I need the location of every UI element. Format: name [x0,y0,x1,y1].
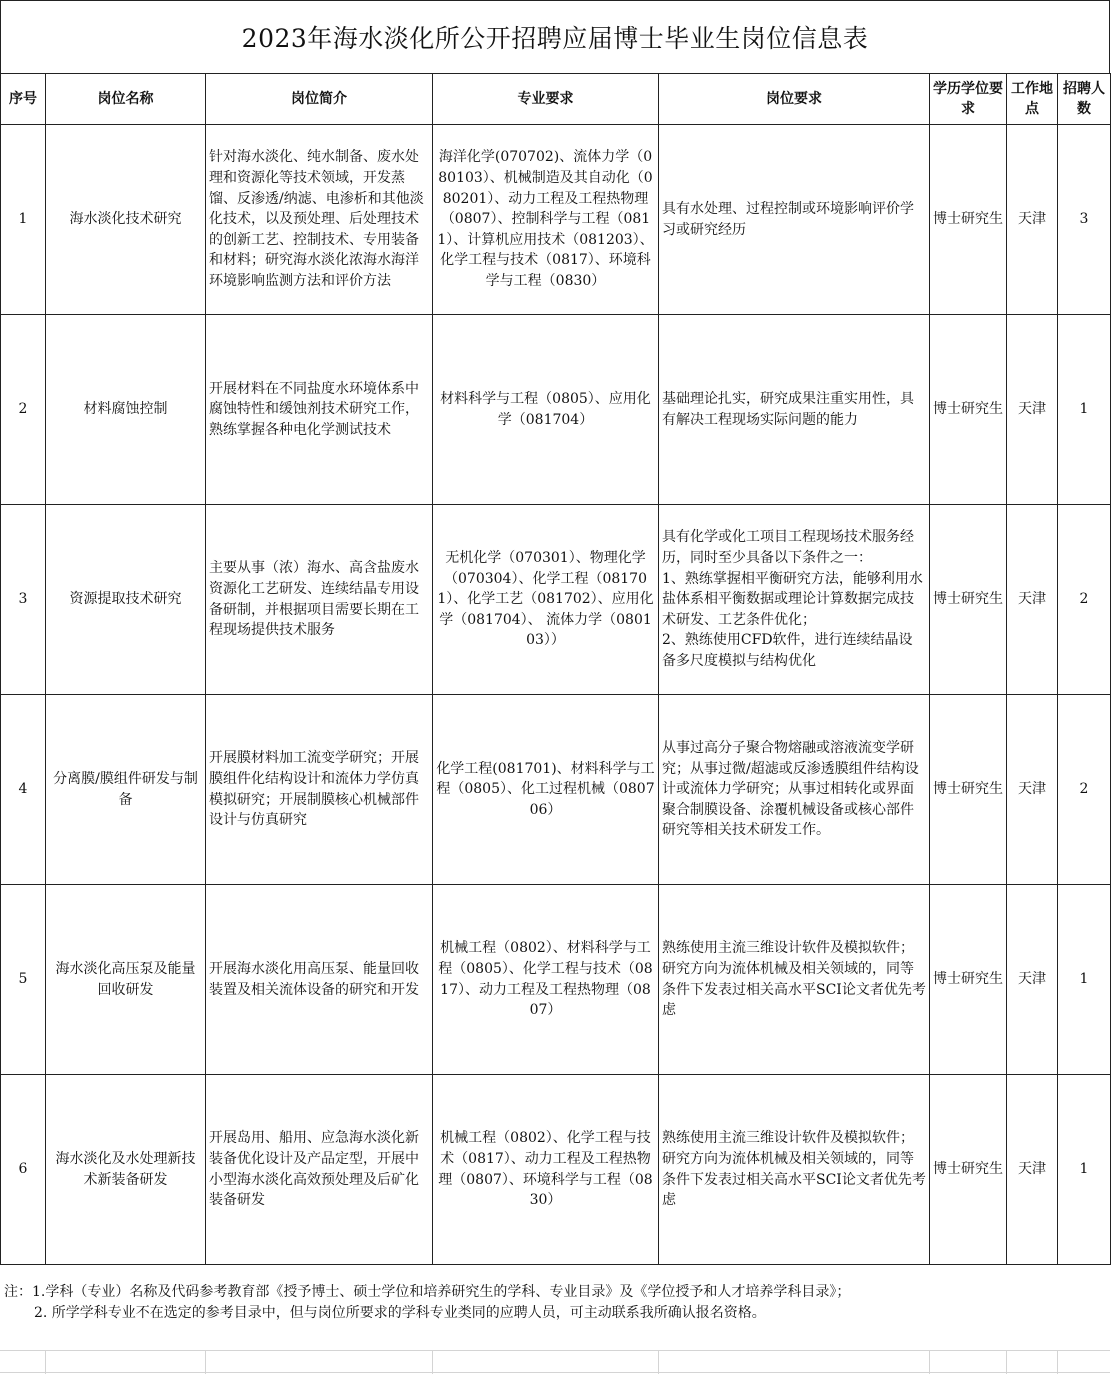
header-requirements: 岗位要求 [659,74,930,125]
cell-intro: 开展膜材料加工流变学研究；开展膜组件化结构设计和流体力学仿真模拟研究；开展制膜核心机械部件设计与仿真研究 [206,695,433,885]
spreadsheet-gridline [658,1350,659,1374]
cell-major: 海洋化学(070702)、流体力学（080103）、机械制造及其自动化（080201）、动力工程及工程热物理（0807）、控制科学与工程（0811）、计算机应用技术（081203）、化学工程与技术（0817）、环境科学与工程（0830） [433,125,659,315]
cell-headcount: 1 [1058,315,1111,505]
cell-requirements: 从事过高分子聚合物熔融或溶液流变学研究；从事过微/超滤或反渗透膜组件结构设计或流体力学研究；从事过相转化或界面聚合制膜设备、涂覆机械设备或核心部件研究等相关技术研发工作。 [659,695,930,885]
footnote-1: 注：1.学科（专业）名称及代码参考教育部《授予博士、硕士学位和培养研究生的学科、专业目录》及《学位授予和人才培养学科目录》； [4,1284,851,1300]
cell-headcount: 3 [1058,125,1111,315]
cell-index: 1 [1,125,46,315]
cell-position: 分离膜/膜组件研发与制备 [46,695,206,885]
cell-intro: 开展岛用、船用、应急海水淡化新装备优化设计及产品定型，开展中小型海水淡化高效预处理及后矿化装备研发 [206,1075,433,1265]
table-row [1,885,1111,1075]
job-table [0,73,1111,1265]
table-row [1,125,1111,315]
cell-position: 海水淡化技术研究 [46,125,206,315]
cell-position: 海水淡化高压泵及能量回收研发 [46,885,206,1075]
header-location: 工作地点 [1007,74,1058,125]
spreadsheet-gridline [0,1350,1110,1351]
cell-intro: 主要从事（浓）海水、高含盐废水资源化工艺研发、连续结晶专用设备研制，并根据项目需要长期在工程现场提供技术服务 [206,505,433,695]
footnote-2: 2. 所学学科专业不在选定的参考目录中，但与岗位所要求的学科专业类同的应聘人员，可主动联系我所确认报名资格。 [34,1305,766,1321]
spreadsheet-gridline [1006,1350,1007,1374]
cell-headcount: 1 [1058,1075,1111,1265]
cell-index: 2 [1,315,46,505]
table-title: 2023年海水淡化所公开招聘应届博士毕业生岗位信息表 [0,0,1110,73]
table-row [1,315,1111,505]
spreadsheet-gridline [45,1350,46,1374]
cell-headcount: 2 [1058,505,1111,695]
cell-requirements: 熟练使用主流三维设计软件及模拟软件；研究方向为流体机械及相关领域的，同等条件下发表过相关高水平SCI论文者优先考虑 [659,1075,930,1265]
cell-location: 天津 [1007,1075,1058,1265]
cell-position: 材料腐蚀控制 [46,315,206,505]
cell-headcount: 2 [1058,695,1111,885]
cell-index: 5 [1,885,46,1075]
cell-degree: 博士研究生 [930,885,1007,1075]
spreadsheet-gridline [929,1350,930,1374]
cell-index: 3 [1,505,46,695]
spreadsheet-gridline [1057,1350,1058,1374]
table-row [1,1075,1111,1265]
cell-location: 天津 [1007,125,1058,315]
spreadsheet-gridline [205,1350,206,1374]
cell-intro: 开展材料在不同盐度水环境体系中腐蚀特性和缓蚀剂技术研究工作，熟练掌握各种电化学测试技术 [206,315,433,505]
cell-degree: 博士研究生 [930,1075,1007,1265]
cell-index: 6 [1,1075,46,1265]
spreadsheet-gridline [0,1372,1110,1373]
cell-index: 4 [1,695,46,885]
cell-requirements: 熟练使用主流三维设计软件及模拟软件；研究方向为流体机械及相关领域的，同等条件下发表过相关高水平SCI论文者优先考虑 [659,885,930,1075]
cell-intro: 针对海水淡化、纯水制备、废水处理和资源化等技术领域，开发蒸馏、反渗透/纳滤、电渗析和其他淡化技术，以及预处理、后处理技术的创新工艺、控制技术、专用装备和材料；研究海水淡化浓海水海洋环境影响监测方法和评价方法 [206,125,433,315]
header-position: 岗位名称 [46,74,206,125]
cell-requirements: 具有化学或化工项目工程现场技术服务经历，同时至少具备以下条件之一： 1、熟练掌握相平衡研究方法，能够利用水盐体系相平衡数据或理论计算数据完成技术研发、工艺条件优化； 2、熟练使用CFD软件，进行连续结晶设备多尺度模拟与结构优化 [659,505,930,695]
cell-major: 机械工程（0802）、化学工程与技术（0817）、动力工程及工程热物理（0807）、环境科学与工程（0830） [433,1075,659,1265]
cell-degree: 博士研究生 [930,125,1007,315]
cell-headcount: 1 [1058,885,1111,1075]
cell-location: 天津 [1007,885,1058,1075]
cell-major: 化学工程(081701)、材料科学与工程（0805）、化工过程机械（080706） [433,695,659,885]
header-degree: 学历学位要求 [930,74,1007,125]
cell-location: 天津 [1007,505,1058,695]
cell-major: 材料科学与工程（0805）、应用化学（081704） [433,315,659,505]
cell-degree: 博士研究生 [930,505,1007,695]
header-row [1,74,1111,125]
cell-position: 资源提取技术研究 [46,505,206,695]
cell-location: 天津 [1007,695,1058,885]
header-headcount: 招聘人数 [1058,74,1111,125]
cell-intro: 开展海水淡化用高压泵、能量回收装置及相关流体设备的研究和开发 [206,885,433,1075]
cell-requirements: 具有水处理、过程控制或环境影响评价学习或研究经历 [659,125,930,315]
cell-position: 海水淡化及水处理新技术新装备研发 [46,1075,206,1265]
header-major: 专业要求 [433,74,659,125]
header-intro: 岗位简介 [206,74,433,125]
cell-location: 天津 [1007,315,1058,505]
table-row [1,505,1111,695]
footnotes [0,1282,1110,1324]
spreadsheet-gridline [432,1350,433,1374]
cell-requirements: 基础理论扎实，研究成果注重实用性，具有解决工程现场实际问题的能力 [659,315,930,505]
cell-degree: 博士研究生 [930,695,1007,885]
table-row [1,695,1111,885]
header-index: 序号 [1,74,46,125]
cell-major: 机械工程（0802）、材料科学与工程（0805）、化学工程与技术（0817）、动力工程及工程热物理（0807） [433,885,659,1075]
cell-major: 无机化学（070301）、物理化学（070304）、化学工程（081701）、化学工艺（081702）、应用化学（081704）、 流体力学（080103）） [433,505,659,695]
cell-degree: 博士研究生 [930,315,1007,505]
